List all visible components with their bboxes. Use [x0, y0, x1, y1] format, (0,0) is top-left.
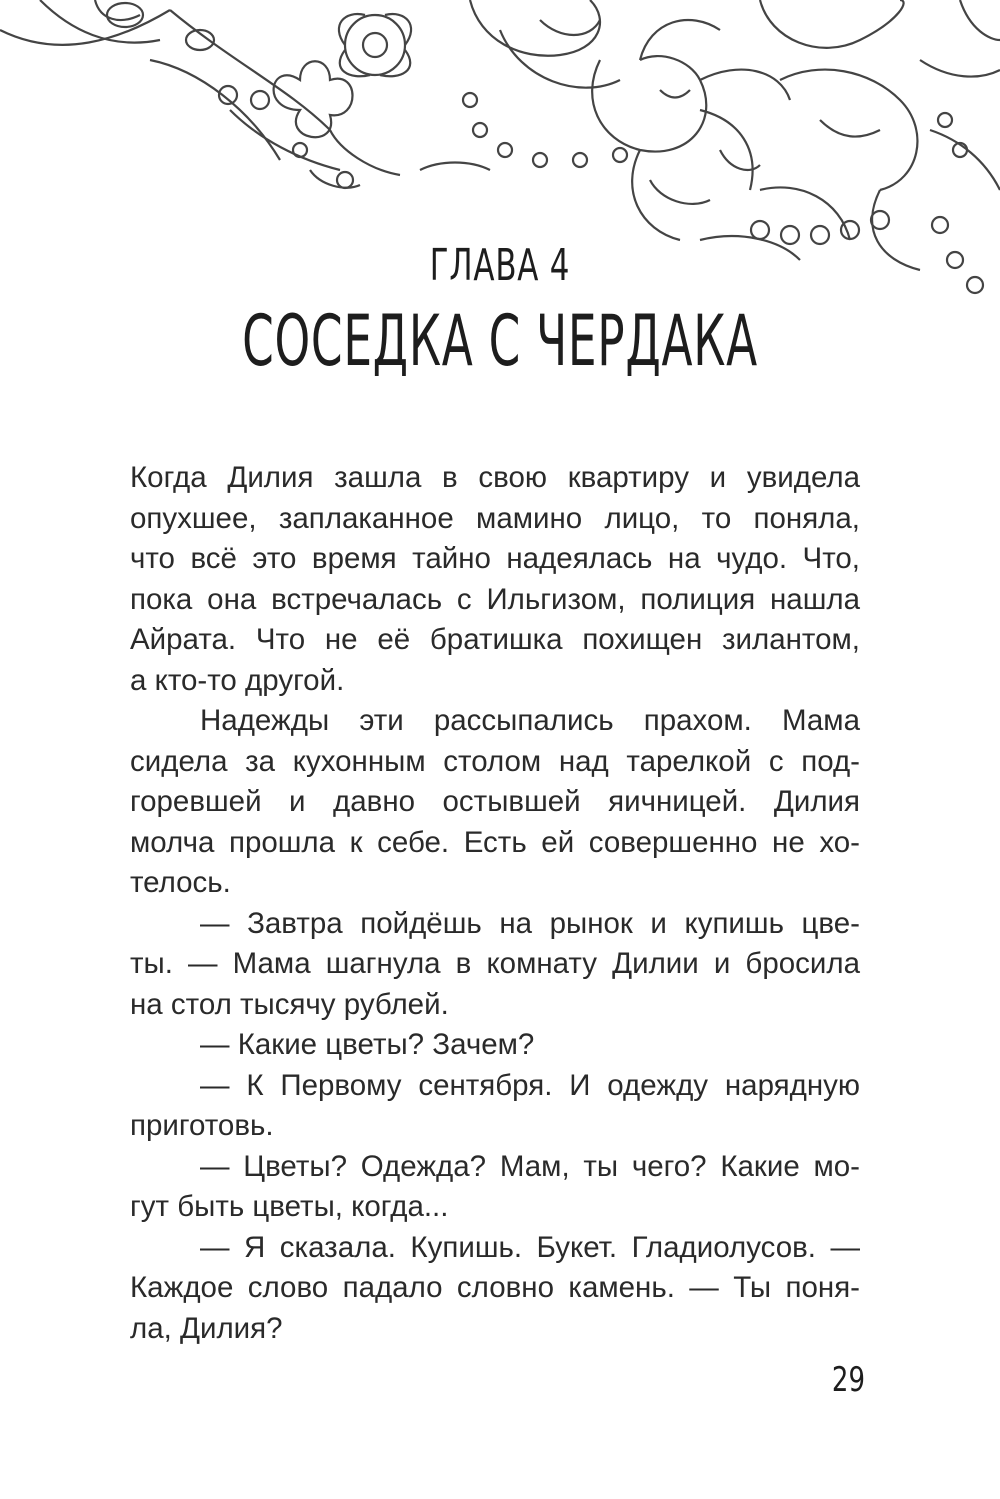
chapter-title: СОСЕДКА С ЧЕРДАКА [242, 300, 758, 382]
text-line: гут быть цветы, когда... [130, 1190, 449, 1223]
body-text [130, 458, 860, 1349]
text-line: что всё это время тайно надеялась на чудо. Что, [130, 542, 860, 575]
text-line: приготовь. [130, 1109, 274, 1142]
text-line: сидела за кухонным столом над тарелкой с под- [130, 744, 860, 778]
text-line: — К Первому сентября. И одежду нарядную [200, 1068, 860, 1102]
chapter-number: ГЛАВА 4 [429, 240, 571, 291]
text-line: а кто-то другой. [130, 663, 345, 697]
text-line: Айрата. Что не её братишка похищен зилантом, [130, 623, 860, 656]
text-line: Каждое слово падало словно камень. — Ты поня- [130, 1271, 860, 1304]
text-line: — Какие цветы? Зачем? [200, 1028, 535, 1061]
text-line: — Завтра пойдёшь на рынок и купишь цве- [200, 906, 860, 940]
text-line: молча прошла к себе. Есть ей совершенно не хо- [130, 825, 860, 859]
text-line: Надежды эти рассыпались прахом. Мама [200, 704, 860, 737]
text-line: телось. [130, 866, 231, 899]
text-line: ла, Дилия? [130, 1311, 283, 1345]
text-line: — Я сказала. Купишь. Букет. Гладиолусов. — [200, 1230, 860, 1264]
text-line: горевшей и давно остывшей яичницей. Дилия [130, 785, 860, 818]
page-number: 29 [831, 1360, 865, 1400]
text-line: Когда Дилия зашла в свою квартиру и увидела [130, 461, 860, 494]
text-line: опухшее, заплаканное мамино лицо, то поняла, [130, 501, 860, 535]
text-line: ты. — Мама шагнула в комнату Дилии и бросила [130, 947, 860, 980]
text-line: пока она встречалась с Ильгизом, полиция нашла [130, 582, 860, 616]
text-line: — Цветы? Одежда? Мам, ты чего? Какие мо- [200, 1149, 860, 1183]
text-line: на стол тысячу рублей. [130, 987, 449, 1021]
